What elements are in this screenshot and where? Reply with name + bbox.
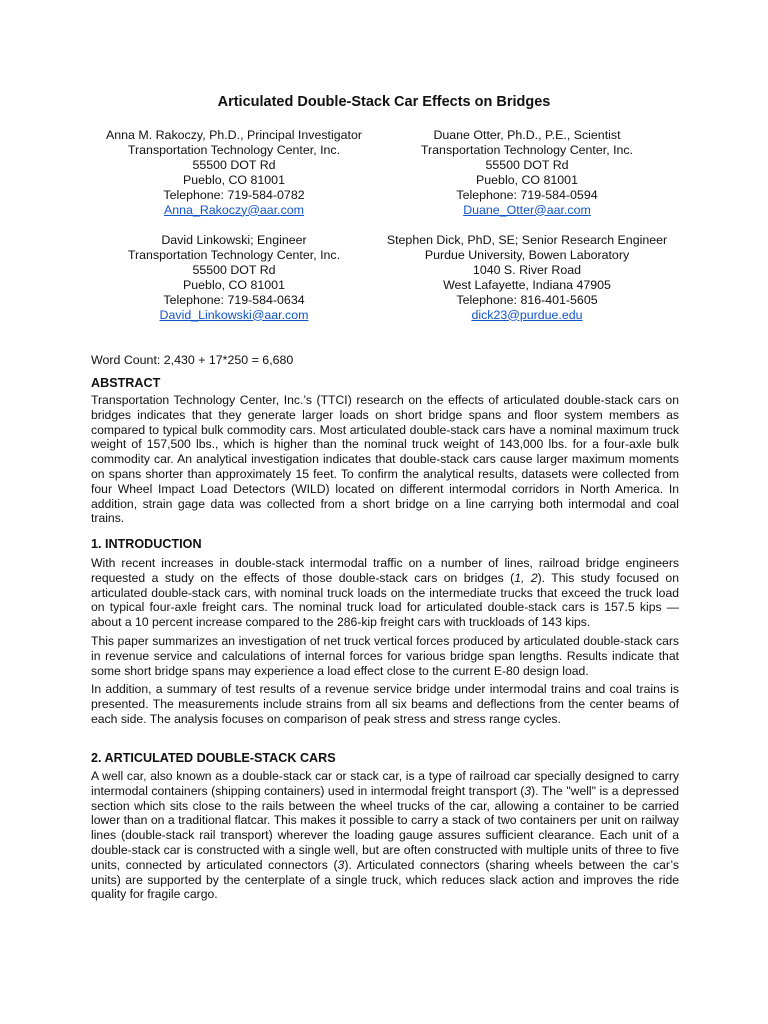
abstract-paragraph: Transportation Technology Center, Inc.’s (TTCI) research on the effects of articulated double-stack cars on bridges indicates that they generate larger loads on short bridge spans and floor system members as compared to typical bulk commodity cars. Most articulated double-stack cars have a nominal maximum truck weight of 157,500 lbs., which is higher than the nominal truck weight of 143,000 lbs. for a four-axle bulk commodity car. An analytical investigation indicates that double-stack cars cause larger maximum moments on spans shorter than approximately 15 feet. To confirm the analytical results, datasets were collected from four Wheel Impact Load Detectors (WILD) located on different intermodal corridors in North America. In addition, strain gage data was collected from a short bridge on a line carrying both intermodal and coal trains. [91,393,679,526]
author-city: Pueblo, CO 81001 [183,172,285,187]
author-block-otter [377,128,677,217]
text-run: A well car, also known as a double-stack car or stack car, is a type of railroad car specially designed to carry intermodal containers (shipping containers) used in intermodal freight transport ( [91,769,679,798]
author-phone: Telephone: 719-584-0782 [163,187,305,202]
author-city: Pueblo, CO 81001 [183,277,285,292]
author-address: 55500 DOT Rd [192,262,276,277]
text-run: ). Articulated connectors (sharing wheels between the car’s units) are supported by the centerplate of a single truck, which reduces slack action and improves the ride quality for fragile cargo. [91,857,679,902]
section-2-heading: 2. ARTICULATED DOUBLE-STACK CARS [91,751,336,765]
introduction-paragraph-3: In addition, a summary of test results of a revenue service bridge under intermodal trains and coal trains is presented. The measurements include strains from all six beams and deflections from the center beams of each side. The analysis focuses on comparison of peak stress and stress range cycles. [91,682,679,726]
author-block-linkowski [84,233,384,322]
author-name: Duane Otter, Ph.D., P.E., Scientist [433,128,621,142]
author-block-rakoczy [84,128,384,217]
author-email-link[interactable]: dick23@purdue.edu [471,307,583,322]
author-email-link[interactable]: Anna_Rakoczy@aar.com [164,202,304,217]
author-address: 55500 DOT Rd [192,157,276,172]
author-block-dick [377,233,677,322]
abstract-heading: ABSTRACT [91,376,161,390]
author-city: Pueblo, CO 81001 [476,172,578,187]
author-name: Anna M. Rakoczy, Ph.D., Principal Investigator [106,128,362,142]
author-org: Purdue University, Bowen Laboratory [424,247,630,262]
text-run: With recent increases in double-stack intermodal traffic on a number of lines, railroad bridge engineers requested a study on the effects of those double-stack cars on bridges ( [91,556,679,585]
word-count: Word Count: 2,430 + 17*250 = 6,680 [91,353,294,367]
abstract-body [91,393,679,526]
citation-ref: 3 [524,783,532,798]
introduction-body [91,556,679,727]
author-email-link[interactable]: Duane_Otter@aar.com [463,202,591,217]
introduction-heading: 1. INTRODUCTION [91,537,202,551]
author-address: 1040 S. River Road [472,262,582,277]
author-org: Transportation Technology Center, Inc. [127,247,341,262]
introduction-paragraph-1 [91,556,679,630]
paper-title: Articulated Double-Stack Car Effects on Bridges [217,94,551,110]
text-run: ). The "well" is a depressed section which sits close to the rails between the wheel trucks of the car, allowing a container to be carried lower than on a traditional flatcar. This makes it possible to carry a stack of two containers per unit on railway lines (double-stack rail transport) wherever the loading gauge assures sufficient clearance. Each unit of a double-stack car is constructed with a single well, but are often constructed with multiple units of three to five units, connected by articulated connectors ( [91,783,679,872]
introduction-paragraph-2: This paper summarizes an investigation of net truck vertical forces produced by articulated double-stack cars in revenue service and calculations of internal forces for various bridge span lengths. Results indicate that some short bridge spans may experience a load effect close to the current E-80 design load. [91,633,679,678]
author-org: Transportation Technology Center, Inc. [127,142,341,157]
author-phone: Telephone: 816-401-5605 [456,292,598,307]
author-phone: Telephone: 719-584-0594 [456,187,598,202]
author-city: West Lafayette, Indiana 47905 [443,277,611,292]
author-email-link[interactable]: David_Linkowski@aar.com [159,307,309,322]
section-2-paragraph-1 [91,769,679,902]
author-name: David Linkowski; Engineer [161,233,307,247]
citation-ref: 3 [337,857,345,872]
author-phone: Telephone: 719-584-0634 [163,292,305,307]
text-run: ). This study focused on articulated double-stack cars, with nominal truck loads on the intermediate trucks that exceed the truck load on typical four-axle freight cars. The nominal truck load for articulated double-stack cars is 157.5 kips — about a 10 percent increase compared to the 286-kip freight cars with truckloads of 143 kips. [91,570,679,630]
author-address: 55500 DOT Rd [485,157,569,172]
author-name: Stephen Dick, PhD, SE; Senior Research Engineer [386,233,668,247]
author-org: Transportation Technology Center, Inc. [420,142,634,157]
section-2-body [91,769,679,902]
citation-ref: 1, 2 [514,570,538,585]
